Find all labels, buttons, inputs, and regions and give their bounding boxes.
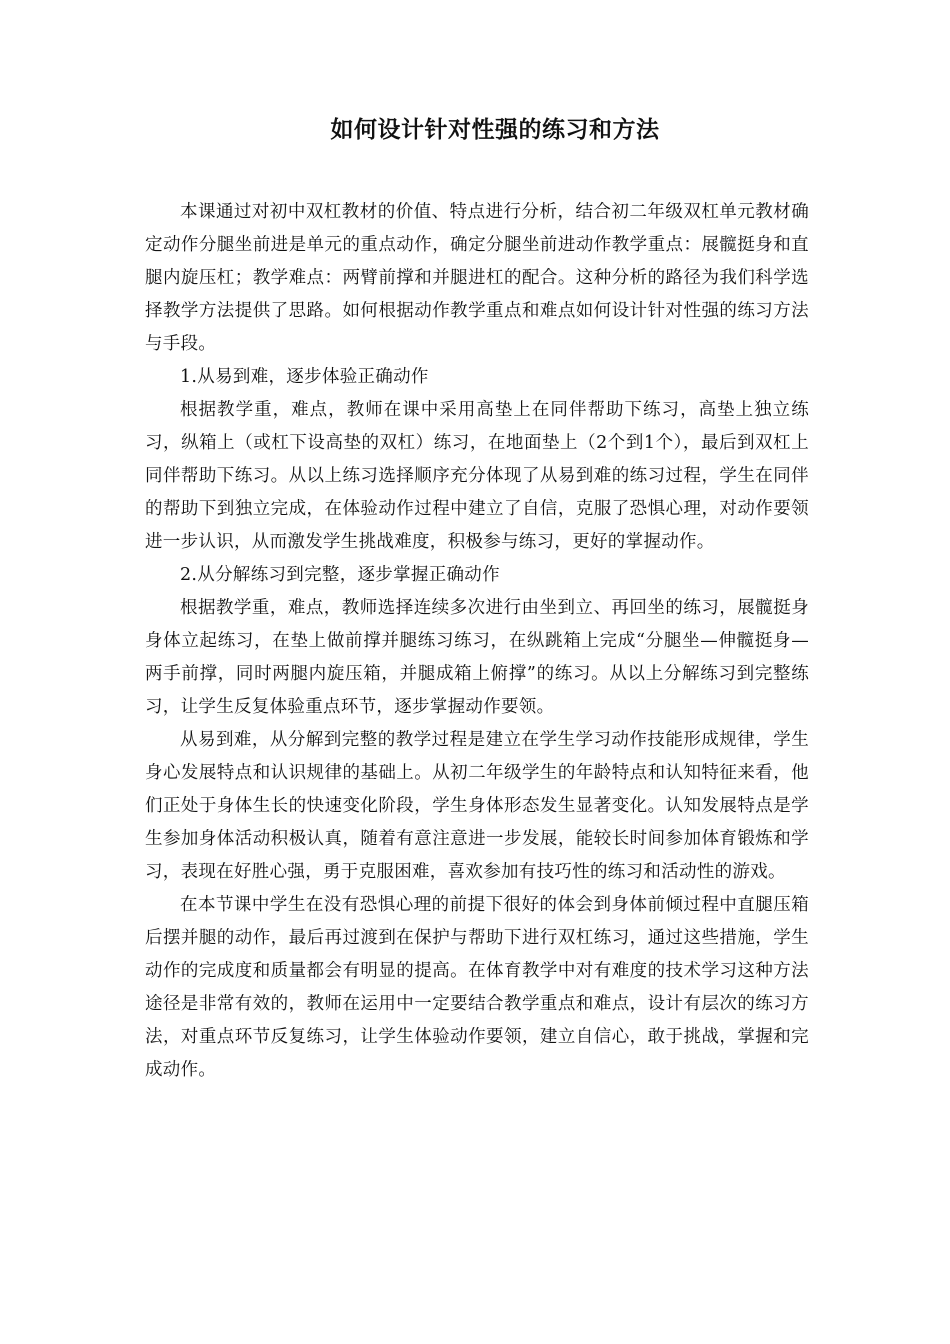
section-heading-1: 1.从易到难，逐步体验正确动作	[180, 367, 429, 387]
paragraph-analysis: 从易到难，从分解到完整的教学过程是建立在学生学习动作技能形成规律，学生身心发展特点和认识规律的基础上。从初二年级学生的年龄特点和认知特征来看，他们正处于身体生长的快速变化阶段，学生身体形态发生显著变化。认知发展特点是学生参加身体活动积极认真，随着有意注意进一步发展，能较长时间参加体育锻炼和学习，表现在好胜心强，勇于克服困难，喜欢参加有技巧性的练习和活动性的游戏。	[145, 730, 809, 882]
paragraph-section-1: 根据教学重，难点，教师在课中采用高垫上在同伴帮助下练习，高垫上独立练习，纵箱上（或杠下设高垫的双杠）练习，在地面垫上（2个到1个），最后到双杠上同伴帮助下练习。从以上练习选择顺序充分体现了从易到难的练习过程，学生在同伴的帮助下到独立完成，在体验动作过程中建立了自信，克服了恐惧心理，对动作要领进一步认识，从而激发学生挑战难度，积极参与练习，更好的掌握动作。	[145, 400, 809, 552]
paragraph-intro: 本课通过对初中双杠教材的价值、特点进行分析，结合初二年级双杠单元教材确定动作分腿坐前进是单元的重点动作，确定分腿坐前进动作教学重点：展髋挺身和直腿内旋压杠；教学难点：两臂前撑和并腿进杠的配合。这种分析的路径为我们科学选择教学方法提供了思路。如何根据动作教学重点和难点如何设计针对性强的练习方法与手段。	[145, 202, 809, 354]
document-title: 如何设计针对性强的练习和方法	[330, 117, 660, 143]
section-heading-2: 2.从分解练习到完整，逐步掌握正确动作	[180, 565, 500, 585]
document-body	[145, 196, 809, 1087]
paragraph-section-2: 根据教学重，难点，教师选择连续多次进行由坐到立、再回坐的练习，展髋挺身身体立起练习，在垫上做前撑并腿练习练习，在纵跳箱上完成“分腿坐—伸髋挺身—两手前撑，同时两腿内旋压箱，并腿成箱上俯撑”的练习。从以上分解练习到完整练习，让学生反复体验重点环节，逐步掌握动作要领。	[145, 598, 809, 717]
paragraph-conclusion: 在本节课中学生在没有恐惧心理的前提下很好的体会到身体前倾过程中直腿压箱后摆并腿的动作，最后再过渡到在保护与帮助下进行双杠练习，通过这些措施，学生动作的完成度和质量都会有明显的提高。在体育教学中对有难度的技术学习这种方法途径是非常有效的，教师在运用中一定要结合教学重点和难点，设计有层次的练习方法，对重点环节反复练习，让学生体验动作要领，建立自信心，敢于挑战，掌握和完成动作。	[145, 895, 809, 1080]
